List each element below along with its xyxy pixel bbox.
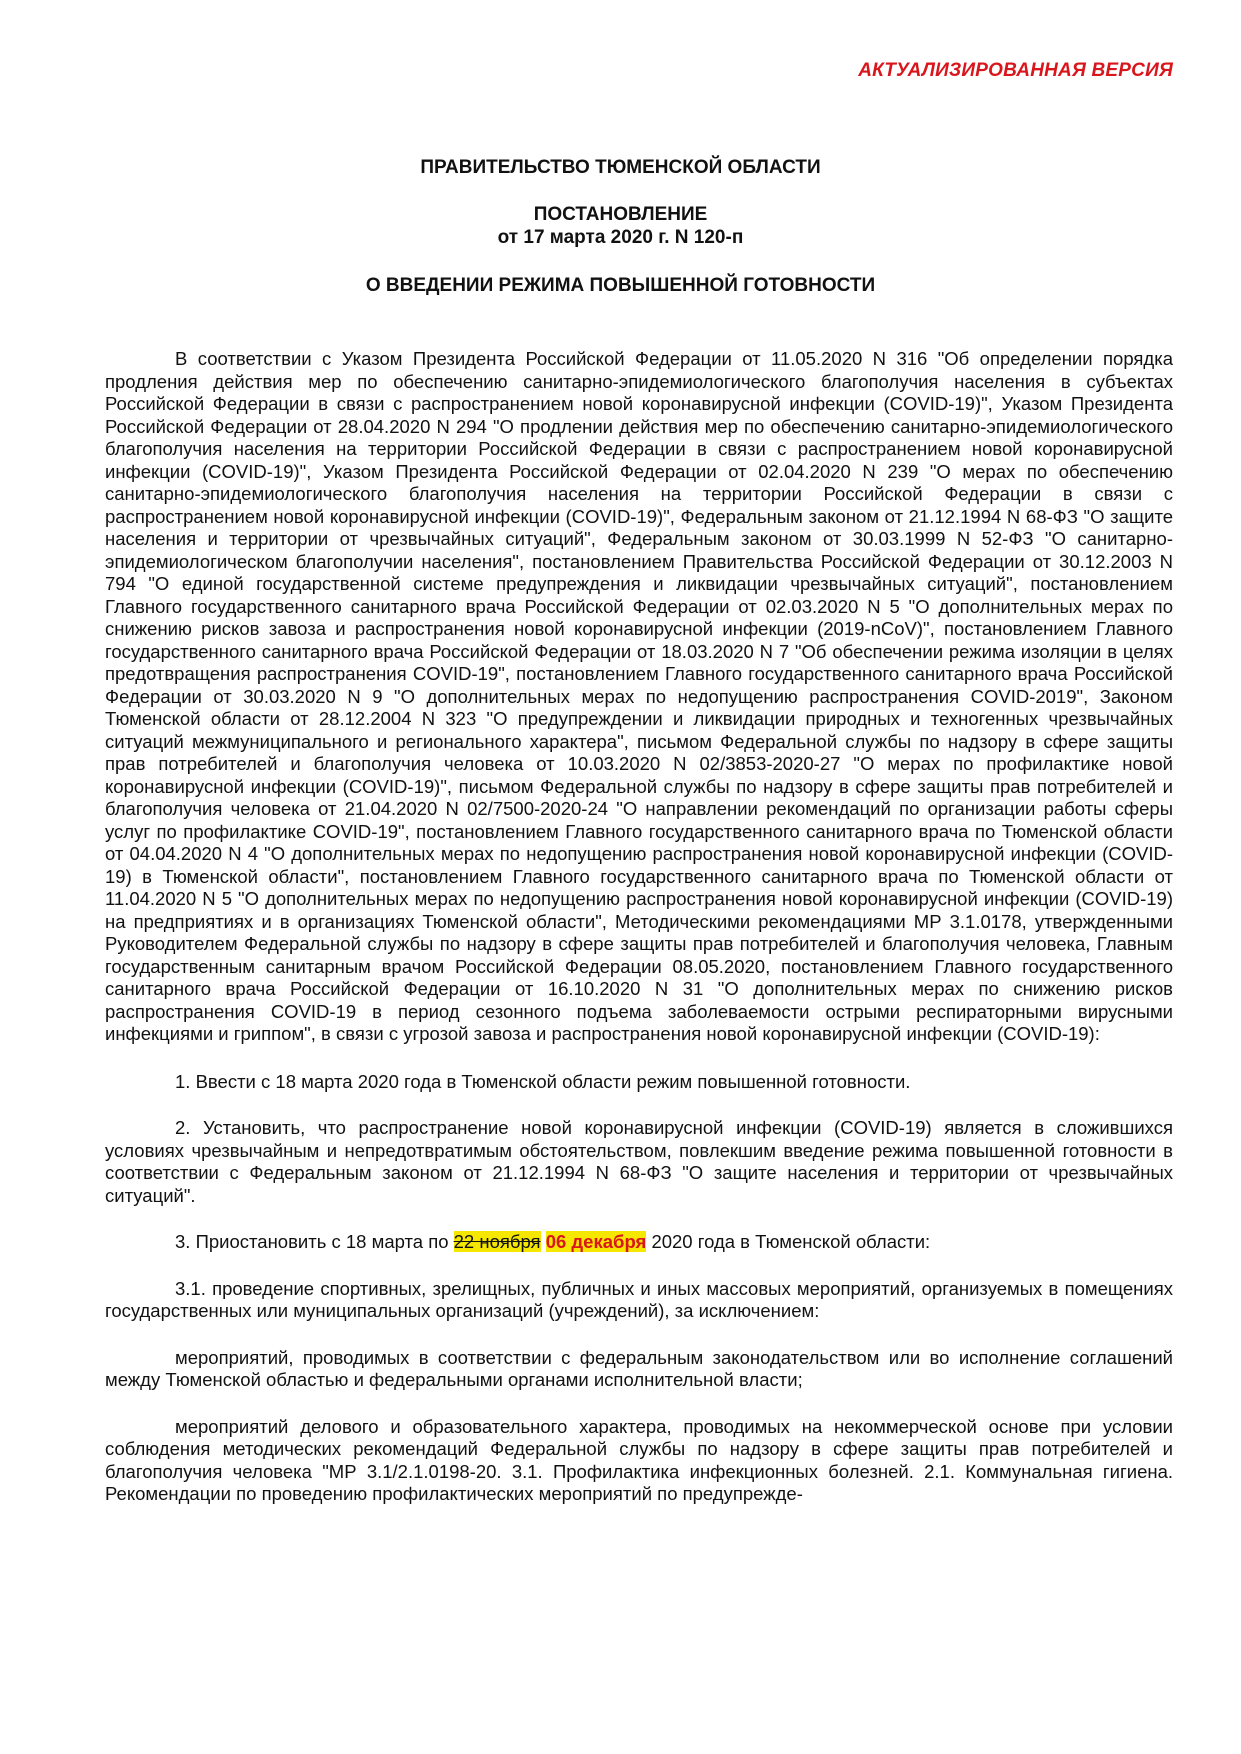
document-type: ПОСТАНОВЛЕНИЕ [533,204,708,225]
document-body [105,348,1173,1530]
item-3-suffix: 2020 года в Тюменской области: [651,1231,931,1252]
issuing-authority: ПРАВИТЕЛЬСТВО ТЮМЕНСКОЙ ОБЛАСТИ [420,157,821,178]
preamble-paragraph: В соответствии с Указом Президента Российской Федерации от 11.05.2020 N 316 "Об определении порядка продления действия мер по обеспечению санитарно-эпидемиологического благополучия населения в субъектах Российской Федерации в связи с распространением новой коронавирусной инфекции (COVID-19)", Указом Президента Российской Федерации от 28.04.2020 N 294 "О продлении действия мер по обеспечению санитарно-эпидемиологического благополучия населения на территории Российской Федерации в связи с распространением новой коронавирусной инфекции (COVID-19)", Указом Президента Российской Федерации от 02.04.2020 N 239 "О мерах по обеспечению санитарно-эпидемиологического благополучия населения на территории Российской Федерации в связи с распространением новой коронавирусной инфекции (COVID-19)", Федеральным законом от 21.12.1994 N 68-ФЗ "О защите населения и территории от чрезвычайных ситуаций", Федеральным законом от 30.03.1999 N 52-ФЗ "О санитарно-эпидемиологическом благополучии населения", постановлением Правительства Российской Федерации от 30.12.2003 N 794 "О единой государственной системе предупреждения и ликвидации чрезвычайных ситуаций", постановлением Главного государственного санитарного врача Российской Федерации от 02.03.2020 N 5 "О дополнительных мерах по снижению рисков завоза и распространения новой коронавирусной инфекции (2019-nCoV)", постановлением Главного государственного санитарного врача Российской Федерации от 18.03.2020 N 7 "Об обеспечении режима изоляции в целях предотвращения распространения COVID-19", постановлением Главного государственного санитарного врача Российской Федерации от 30.03.2020 N 9 "О дополнительных мерах по недопущению распространения COVID-2019", Законом Тюменской области от 28.12.2004 N 323 "О предупреждении и ликвидации природных и техногенных чрезвычайных ситуаций межмуниципального и регионального характера", письмом Федеральной службы по надзору в сфере защиты прав потребителей и благополучия человека от 10.03.2020 N 02/3853-2020-27 "О мерах по профилактике новой коронавирусной инфекции (COVID-19)", письмом Федеральной службы по надзору в сфере защиты прав потребителей и благополучия человека от 21.04.2020 N 02/7500-2020-24 "О направлении рекомендаций по организации работы сферы услуг по профилактике COVID-19", постановлением Главного государственного санитарного врача по Тюменской области от 04.04.2020 N 4 "О дополнительных мерах по недопущению распространения новой коронавирусной инфекции (COVID-19) в Тюменской области", постановлением Главного государственного санитарного врача по Тюменской области от 11.04.2020 N 5 "О дополнительных мерах по недопущению распространения новой коронавирусной инфекции (COVID-19) на предприятиях и в организациях Тюменской области", Методическими рекомендациями МР 3.1.0178, утвержденными Руководителем Федеральной службы по надзору в сфере защиты прав потребителей и благополучия человека, Главным государственным санитарным врачом Российской Федерации 08.05.2020, постановлением Главного государственного санитарного врача Российской Федерации от 16.10.2020 N 31 "О дополнительных мерах по снижению рисков распространения COVID-19 в период сезонного подъема заболеваемости острыми респираторными вирусными инфекциями и гриппом", в связи с угрозой завоза и распространения новой коронавирусной инфекции (COVID-19): [105,348,1173,1044]
item-3-1-paragraph: 3.1. проведение спортивных, зрелищных, публичных и иных массовых мероприятий, организуемых в помещениях государственных или муниципальных организаций (учреждений), за исключением: [105,1277,1173,1321]
item-3-paragraph [105,1231,1173,1254]
version-label: АКТУАЛИЗИРОВАННАЯ ВЕРСИЯ [858,60,1173,81]
new-date-highlight: 06 декабря [545,1231,647,1252]
document-date-number: от 17 марта 2020 г. N 120-п [497,227,744,248]
document-title: О ВВЕДЕНИИ РЕЖИМА ПОВЫШЕННОЙ ГОТОВНОСТИ [365,275,876,296]
item-2-paragraph: 2. Установить, что распространение новой коронавирусной инфекции (COVID-19) является в сложившихся условиях чрезвычайным и непредотвратимым обстоятельством, повлекшим введение режима повышенной готовности в соответствии с Федеральным законом от 21.12.1994 N 68-ФЗ "О защите населения и территории от чрезвычайных ситуаций". [105,1117,1173,1206]
old-date-struck: 22 ноября [453,1231,541,1252]
item-1-paragraph: 1. Ввести с 18 марта 2020 года в Тюменской области режим повышенной готовности. [175,1070,911,1092]
exception-1-paragraph: мероприятий, проводимых в соответствии с федеральным законодательством или во исполнение соглашений между Тюменской областью и федеральными органами исполнительной власти; [105,1346,1173,1390]
item-3-prefix: 3. Приостановить с 18 марта по [175,1231,449,1252]
exception-2-paragraph: мероприятий делового и образовательного характера, проводимых на некоммерческой основе при условии соблюдения методических рекомендаций Федеральной службы по надзору в сфере защиты прав потребителей и благополучия человека "МР 3.1/2.1.0198-20. 3.1. Профилактика инфекционных болезней. 2.1. Коммунальная гигиена. Рекомендации по проведению профилактических мероприятий по предупрежде- [105,1415,1173,1504]
